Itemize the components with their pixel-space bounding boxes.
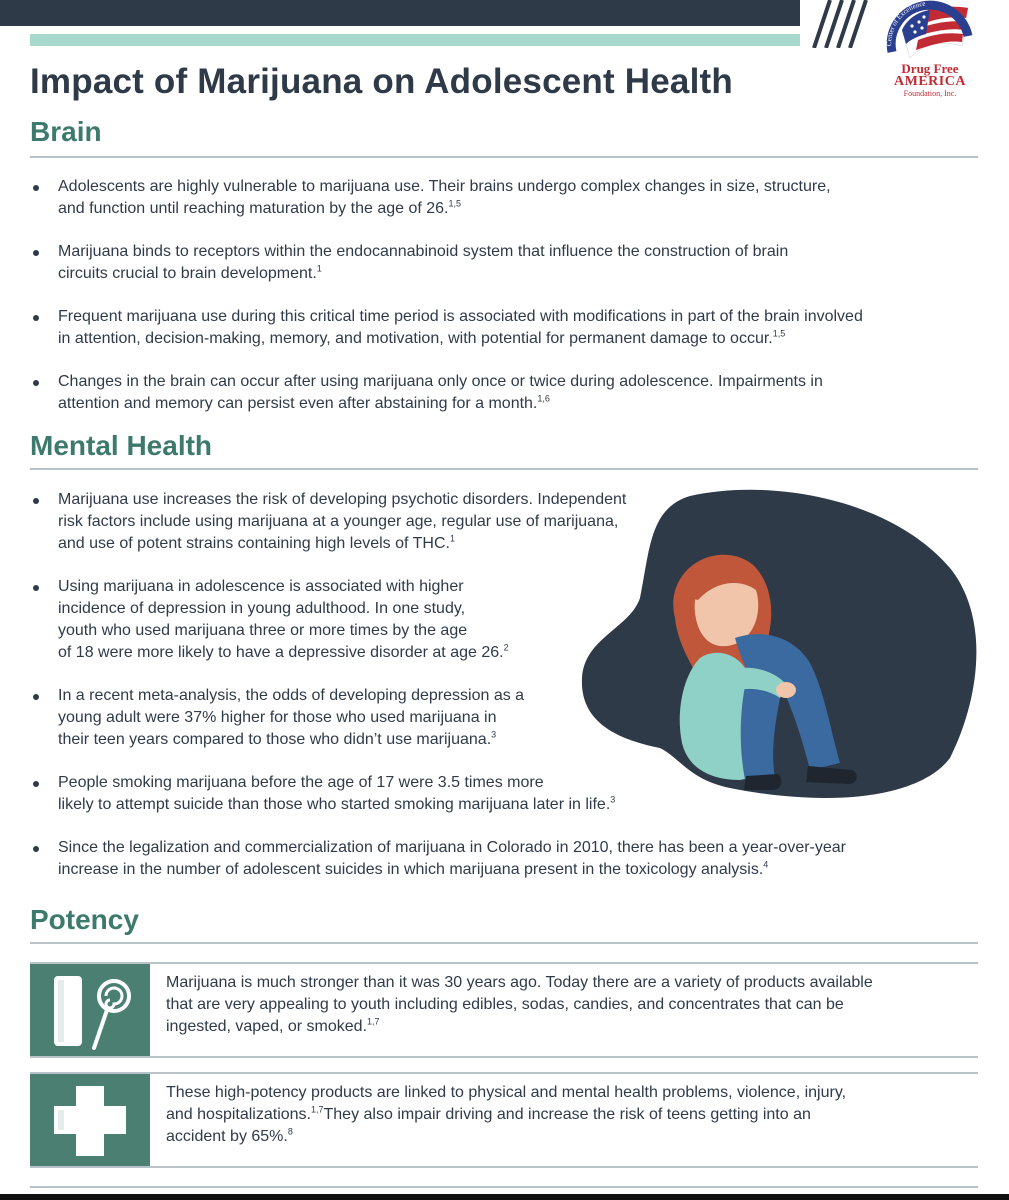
citation-superscript: 1,7: [367, 1016, 380, 1027]
bullet-item: [30, 837, 978, 881]
banner-dark-bar: [0, 0, 860, 26]
mental-health-bullet-list: [30, 489, 978, 881]
bullet-line: in attention, decision-making, memory, and motivation, with potential for permanent damage to occur.: [58, 330, 773, 347]
section-divider: [30, 156, 978, 158]
potency-health-text: [166, 1082, 966, 1148]
bullet-line: their teen years compared to those who didn’t use marijuana.: [58, 731, 492, 748]
bullet-line: incidence of depression in young adulthood. In one study,: [58, 600, 466, 617]
box-line: accident by 65%.: [166, 1128, 288, 1145]
bullet-item: [30, 241, 978, 285]
page-title: Impact of Marijuana on Adolescent Health: [30, 62, 733, 101]
bullet-line: young adult were 37% higher for those who used marijuana in: [58, 709, 497, 726]
medical-cross-icon: [30, 1074, 150, 1166]
citation-superscript: 4: [763, 859, 769, 870]
citation-superscript: 3: [610, 794, 616, 805]
citation-superscript: 1: [316, 263, 322, 274]
section-heading-potency: Potency: [30, 904, 139, 935]
section-divider: [30, 468, 978, 470]
citation-superscript: 1,6: [537, 393, 550, 404]
section-heading-brain: Brain: [30, 116, 102, 147]
logo-line-1: Drug Free: [901, 61, 959, 76]
bullet-line: likely to attempt suicide than those who started smoking marijuana later in life.: [58, 796, 611, 813]
citation-superscript: 2: [503, 642, 509, 653]
citation-superscript: 1: [449, 533, 455, 544]
bullet-item: [30, 489, 978, 555]
bullet-item: [30, 685, 978, 751]
citation-superscript: 1,5: [772, 328, 786, 339]
bullet-line: In a recent meta-analysis, the odds of developing depression as a: [58, 687, 525, 704]
bullet-line: increase in the number of adolescent suicides in which marijuana present in the toxicology analysis.: [58, 861, 764, 878]
bullet-line: Marijuana binds to receptors within the endocannabinoid system that influence the construction of brain: [58, 243, 789, 260]
footer-divider: [30, 1186, 978, 1188]
citation-superscript: 8: [287, 1126, 293, 1137]
bullet-line: and use of potent strains containing high levels of THC.: [58, 535, 450, 552]
section-heading-mental-health: Mental Health: [30, 430, 213, 461]
logo-line-2: AMERICA: [894, 74, 966, 89]
banner-stripes: [800, 0, 880, 48]
bullet-line: Adolescents are highly vulnerable to marijuana use. Their brains undergo complex changes in size, structure,: [58, 178, 831, 195]
bullet-dot: [33, 498, 39, 504]
bullet-line: youth who used marijuana three or more times by the age: [58, 622, 468, 639]
bullet-line: circuits crucial to brain development.: [58, 265, 317, 282]
potency-box-products: [30, 962, 978, 1058]
box-line: that are very appealing to youth including edibles, sodas, candies, and concentrates that can be: [166, 996, 844, 1013]
candy-lollipop-icon: [30, 964, 150, 1056]
bullet-dot: [33, 185, 39, 191]
bullet-item: [30, 371, 978, 415]
bullet-line: of 18 were more likely to have a depressive disorder at age 26.: [58, 644, 504, 661]
banner-mint-bar: [30, 34, 860, 46]
bullet-dot: [33, 846, 39, 852]
bullet-line: Marijuana use increases the risk of developing psychotic disorders. Independent: [58, 491, 627, 508]
box-line: ingested, vaped, or smoked.: [166, 1018, 368, 1035]
box-line: They also impair driving and increase the risk of teens getting into an: [323, 1106, 811, 1123]
potency-box-health: [30, 1072, 978, 1168]
bullet-line: Since the legalization and commercialization of marijuana in Colorado in 2010, there has been a year-over-year: [58, 839, 846, 856]
bullet-dot: [33, 380, 39, 386]
bullet-line: risk factors include using marijuana at a younger age, regular use of marijuana,: [58, 513, 619, 530]
box-line: and hospitalizations.: [166, 1106, 311, 1123]
bullet-line: People smoking marijuana before the age of 17 were 3.5 times more: [58, 774, 544, 791]
bullet-dot: [33, 694, 39, 700]
bullet-line: attention and memory can persist even after abstaining for a month.: [58, 395, 538, 412]
bullet-item: [30, 576, 978, 664]
footer-bar: [0, 1194, 1009, 1200]
citation-superscript: 1,5: [448, 198, 461, 209]
bullet-item: [30, 306, 978, 350]
drug-free-america-logo: [875, 0, 985, 118]
citation-superscript: 3: [491, 729, 497, 740]
bullet-line: Frequent marijuana use during this critical time period is associated with modifications in part of the brain involved: [58, 308, 863, 325]
citation-superscript: 1,7: [310, 1104, 324, 1115]
top-banner: [0, 0, 1009, 48]
bullet-line: Using marijuana in adolescence is associated with higher: [58, 578, 464, 595]
box-line: Marijuana is much stronger than it was 30 years ago. Today there are a variety of products available: [166, 974, 873, 991]
potency-products-text: [166, 972, 966, 1038]
bullet-dot: [33, 250, 39, 256]
bullet-item: [30, 176, 978, 220]
box-line: These high-potency products are linked to physical and mental health problems, violence, injury,: [166, 1084, 847, 1101]
bullet-line: Changes in the brain can occur after using marijuana only once or twice during adolescence. Impairments in: [58, 373, 823, 390]
logo-line-3: Foundation, Inc.: [903, 89, 957, 98]
brain-bullet-list: [30, 176, 978, 415]
bullet-dot: [33, 315, 39, 321]
section-divider: [30, 942, 978, 944]
bullet-dot: [33, 585, 39, 591]
bullet-item: [30, 772, 978, 816]
bullet-line: and function until reaching maturation by the age of 26.: [58, 200, 449, 217]
logo-arc-text: Center of Excellence: [885, 0, 927, 47]
bullet-dot: [33, 781, 39, 787]
flag-heart-icon: [882, 0, 978, 66]
